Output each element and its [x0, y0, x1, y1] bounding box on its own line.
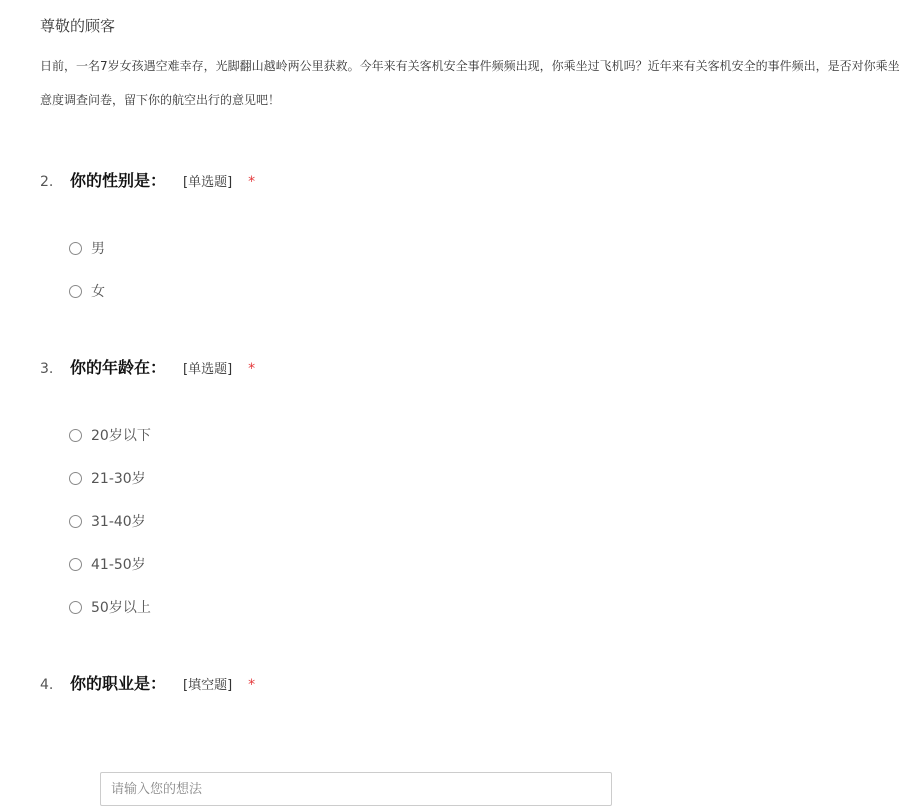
option-label: 21-30岁 [91, 471, 146, 487]
intro-line: 意度调查问卷，留下你的航空出行的意见吧！ [40, 93, 281, 107]
question-title: 你的年龄在： [70, 358, 167, 377]
radio-circle-icon[interactable] [69, 242, 82, 255]
option-age-21-30[interactable] [69, 468, 151, 488]
question-type: [填空题] [183, 678, 233, 693]
question-number: 3. [40, 361, 54, 377]
question-gender [40, 168, 880, 300]
question-type: [单选题] [183, 362, 233, 377]
required-marker: * [248, 174, 256, 190]
radio-circle-icon[interactable] [69, 515, 82, 528]
question-type: [单选题] [183, 175, 233, 190]
question-age [40, 355, 880, 616]
occupation-input[interactable] [100, 772, 612, 806]
option-label: 女 [91, 284, 105, 300]
option-label: 20岁以下 [91, 428, 151, 444]
question-title: 你的职业是： [70, 674, 167, 693]
question-header [40, 355, 880, 379]
options-group [69, 425, 151, 640]
intro-line: 日前，一名7岁女孩遇空难幸存，光脚翻山越岭两公里获救。今年来有关客机安全事件频频出现，你乘坐过飞机吗？近年来有关客机安全的事件频出，是否对你乘坐 [40, 59, 900, 73]
radio-circle-icon[interactable] [69, 558, 82, 571]
radio-circle-icon[interactable] [69, 601, 82, 614]
survey-intro [40, 54, 900, 122]
option-age-over-50[interactable] [69, 597, 151, 617]
radio-circle-icon[interactable] [69, 472, 82, 485]
option-age-31-40[interactable] [69, 511, 151, 531]
question-number: 2. [40, 174, 54, 190]
option-male[interactable] [69, 238, 105, 258]
option-age-under-20[interactable] [69, 425, 151, 445]
question-header [40, 168, 880, 192]
option-label: 31-40岁 [91, 514, 146, 530]
required-marker: * [248, 677, 256, 693]
option-label: 50岁以上 [91, 600, 151, 616]
options-group [69, 238, 105, 324]
option-label: 41-50岁 [91, 557, 146, 573]
question-title: 你的性别是： [70, 171, 167, 190]
required-marker: * [248, 361, 256, 377]
question-header [40, 671, 880, 695]
option-age-41-50[interactable] [69, 554, 151, 574]
radio-circle-icon[interactable] [69, 285, 82, 298]
option-label: 男 [91, 241, 105, 257]
option-female[interactable] [69, 281, 105, 301]
question-number: 4. [40, 677, 54, 693]
radio-circle-icon[interactable] [69, 429, 82, 442]
survey-greeting: 尊敬的顾客 [40, 17, 116, 35]
question-occupation [40, 671, 880, 695]
